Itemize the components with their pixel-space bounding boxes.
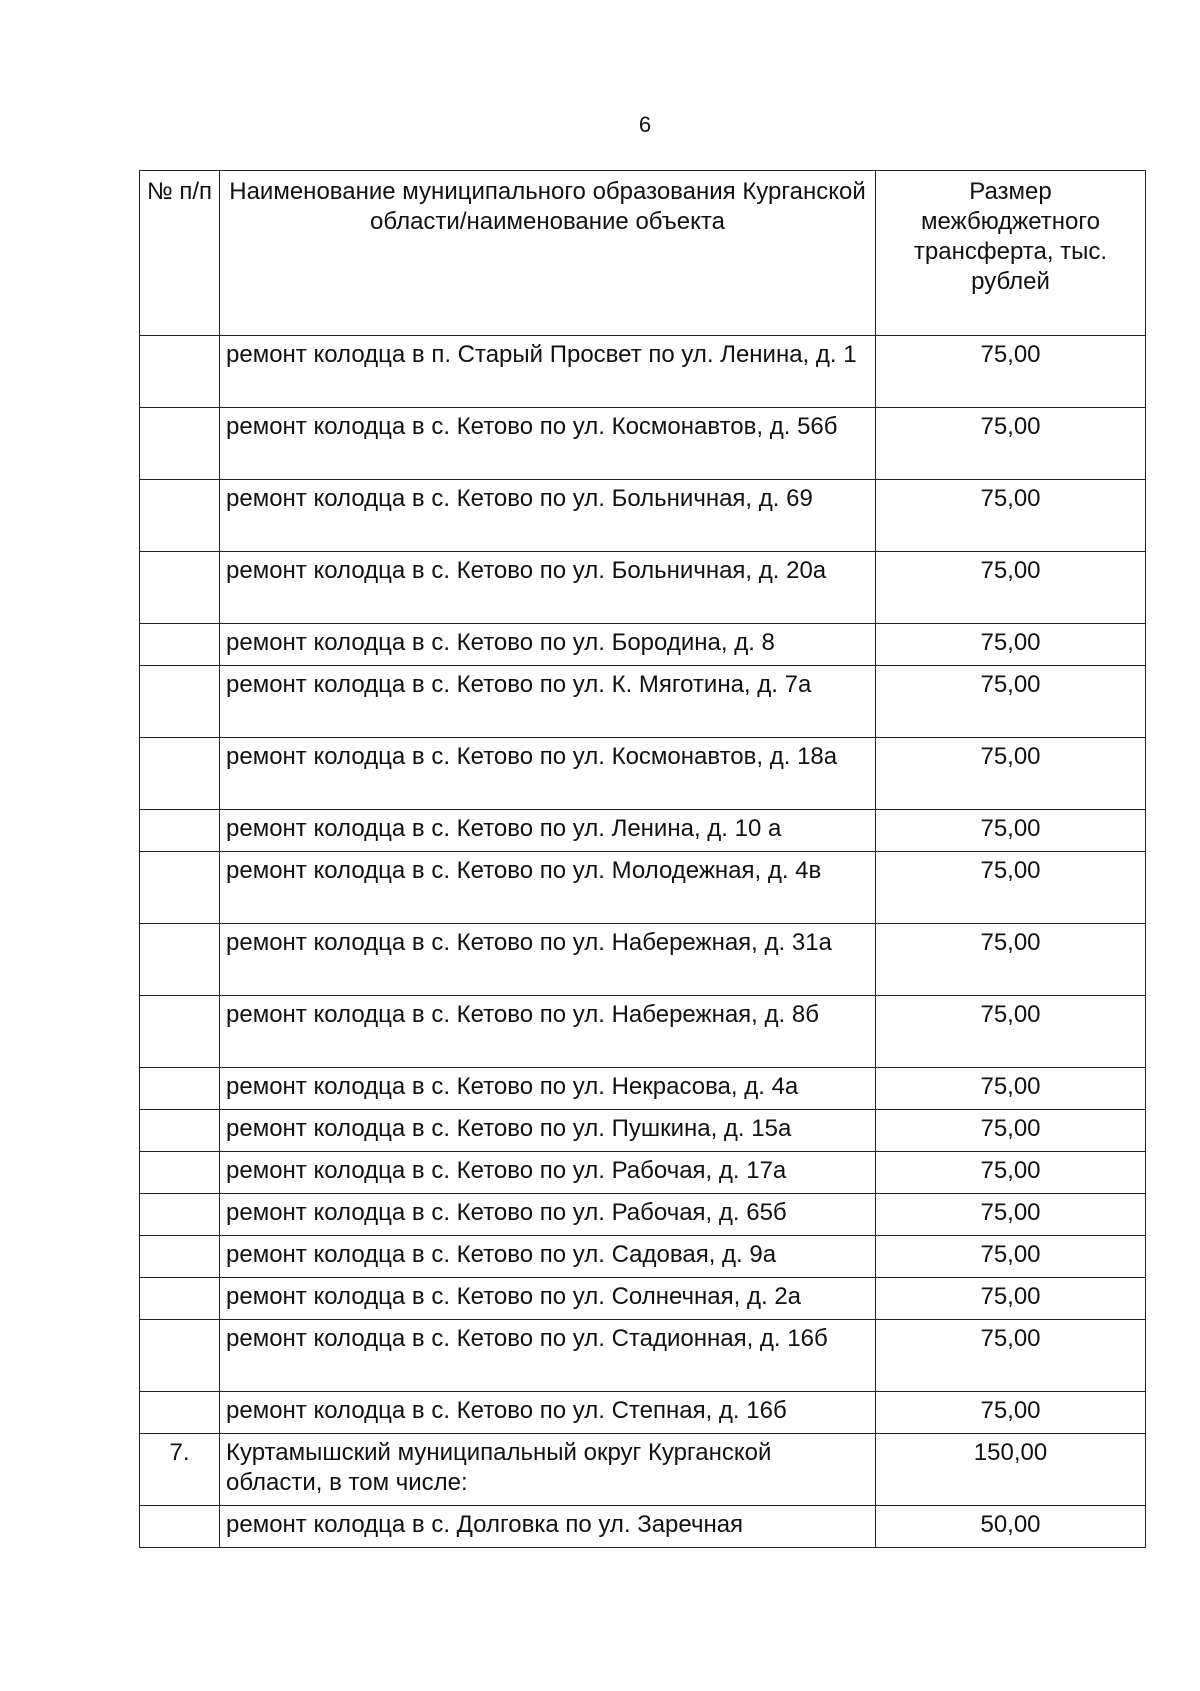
row-num [140, 924, 220, 996]
row-num [140, 408, 220, 480]
row-object-name: ремонт колодца в с. Кетово по ул. Ленина, д. 10 а [220, 810, 876, 852]
row-num [140, 1392, 220, 1434]
row-object-name: ремонт колодца в с. Кетово по ул. Молодежная, д. 4в [220, 852, 876, 924]
row-amount: 50,00 [876, 1506, 1146, 1548]
row-object-name: Куртамышский муниципальный округ Курганской области, в том числе: [220, 1434, 876, 1506]
row-amount: 75,00 [876, 624, 1146, 666]
row-object-name: ремонт колодца в с. Кетово по ул. Степная, д. 16б [220, 1392, 876, 1434]
row-object-name: ремонт колодца в с. Кетово по ул. Больничная, д. 20а [220, 552, 876, 624]
row-amount: 75,00 [876, 666, 1146, 738]
row-object-name: ремонт колодца в с. Кетово по ул. Некрасова, д. 4а [220, 1068, 876, 1110]
row-object-name: ремонт колодца в с. Кетово по ул. Набережная, д. 8б [220, 996, 876, 1068]
row-amount: 75,00 [876, 1320, 1146, 1392]
table-row [140, 666, 1146, 738]
row-amount: 75,00 [876, 408, 1146, 480]
header-name: Наименование муниципального образования Курганской области/наименование объекта [220, 171, 876, 336]
header-amount: Размер межбюджетного трансферта, тыс. рублей [876, 171, 1146, 336]
row-amount: 75,00 [876, 738, 1146, 810]
row-num [140, 1236, 220, 1278]
table-row [140, 738, 1146, 810]
row-num [140, 480, 220, 552]
row-num [140, 1152, 220, 1194]
row-object-name: ремонт колодца в с. Кетово по ул. Больничная, д. 69 [220, 480, 876, 552]
row-num [140, 666, 220, 738]
table-row [140, 810, 1146, 852]
table-row [140, 852, 1146, 924]
row-amount: 75,00 [876, 1278, 1146, 1320]
row-amount: 75,00 [876, 1152, 1146, 1194]
row-object-name: ремонт колодца в с. Кетово по ул. Рабочая, д. 17а [220, 1152, 876, 1194]
row-num [140, 810, 220, 852]
table-row [140, 1068, 1146, 1110]
row-num [140, 738, 220, 810]
row-amount: 75,00 [876, 1236, 1146, 1278]
row-num [140, 1506, 220, 1548]
row-amount: 75,00 [876, 480, 1146, 552]
table-row [140, 1434, 1146, 1506]
row-num [140, 336, 220, 408]
row-num [140, 552, 220, 624]
row-amount: 75,00 [876, 996, 1146, 1068]
table-row [140, 1152, 1146, 1194]
row-amount: 75,00 [876, 1194, 1146, 1236]
row-num: 7. [140, 1434, 220, 1506]
row-object-name: ремонт колодца в с. Кетово по ул. Космонавтов, д. 18а [220, 738, 876, 810]
header-num: № п/п [140, 171, 220, 336]
row-amount: 75,00 [876, 552, 1146, 624]
row-object-name: ремонт колодца в с. Кетово по ул. Пушкина, д. 15а [220, 1110, 876, 1152]
table-row [140, 408, 1146, 480]
table-row [140, 1194, 1146, 1236]
table-row [140, 336, 1146, 408]
table-row [140, 1506, 1146, 1548]
row-amount: 150,00 [876, 1434, 1146, 1506]
transfer-table [139, 170, 1146, 1548]
row-object-name: ремонт колодца в с. Кетово по ул. Бородина, д. 8 [220, 624, 876, 666]
table-row [140, 624, 1146, 666]
row-object-name: ремонт колодца в с. Кетово по ул. К. Мяготина, д. 7а [220, 666, 876, 738]
table-row [140, 480, 1146, 552]
row-object-name: ремонт колодца в с. Кетово по ул. Космонавтов, д. 56б [220, 408, 876, 480]
page-number: 6 [638, 112, 652, 137]
row-object-name: ремонт колодца в с. Кетово по ул. Рабочая, д. 65б [220, 1194, 876, 1236]
row-amount: 75,00 [876, 924, 1146, 996]
table-row [140, 924, 1146, 996]
row-num [140, 1278, 220, 1320]
table-row [140, 552, 1146, 624]
row-object-name: ремонт колодца в с. Кетово по ул. Садовая, д. 9а [220, 1236, 876, 1278]
table-row [140, 1392, 1146, 1434]
row-amount: 75,00 [876, 1392, 1146, 1434]
row-num [140, 1068, 220, 1110]
row-num [140, 1110, 220, 1152]
table-row [140, 1236, 1146, 1278]
table-row [140, 1278, 1146, 1320]
row-object-name: ремонт колодца в п. Старый Просвет по ул. Ленина, д. 1 [220, 336, 876, 408]
row-amount: 75,00 [876, 1110, 1146, 1152]
row-num [140, 996, 220, 1068]
row-num [140, 852, 220, 924]
row-amount: 75,00 [876, 852, 1146, 924]
table-row [140, 1110, 1146, 1152]
row-amount: 75,00 [876, 336, 1146, 408]
table-row [140, 996, 1146, 1068]
row-object-name: ремонт колодца в с. Кетово по ул. Набережная, д. 31а [220, 924, 876, 996]
row-object-name: ремонт колодца в с. Кетово по ул. Солнечная, д. 2а [220, 1278, 876, 1320]
row-num [140, 1320, 220, 1392]
row-amount: 75,00 [876, 1068, 1146, 1110]
row-amount: 75,00 [876, 810, 1146, 852]
row-num [140, 1194, 220, 1236]
table-row [140, 1320, 1146, 1392]
table-header-row [140, 171, 1146, 336]
row-num [140, 624, 220, 666]
row-object-name: ремонт колодца в с. Кетово по ул. Стадионная, д. 16б [220, 1320, 876, 1392]
row-object-name: ремонт колодца в с. Долговка по ул. Заречная [220, 1506, 876, 1548]
